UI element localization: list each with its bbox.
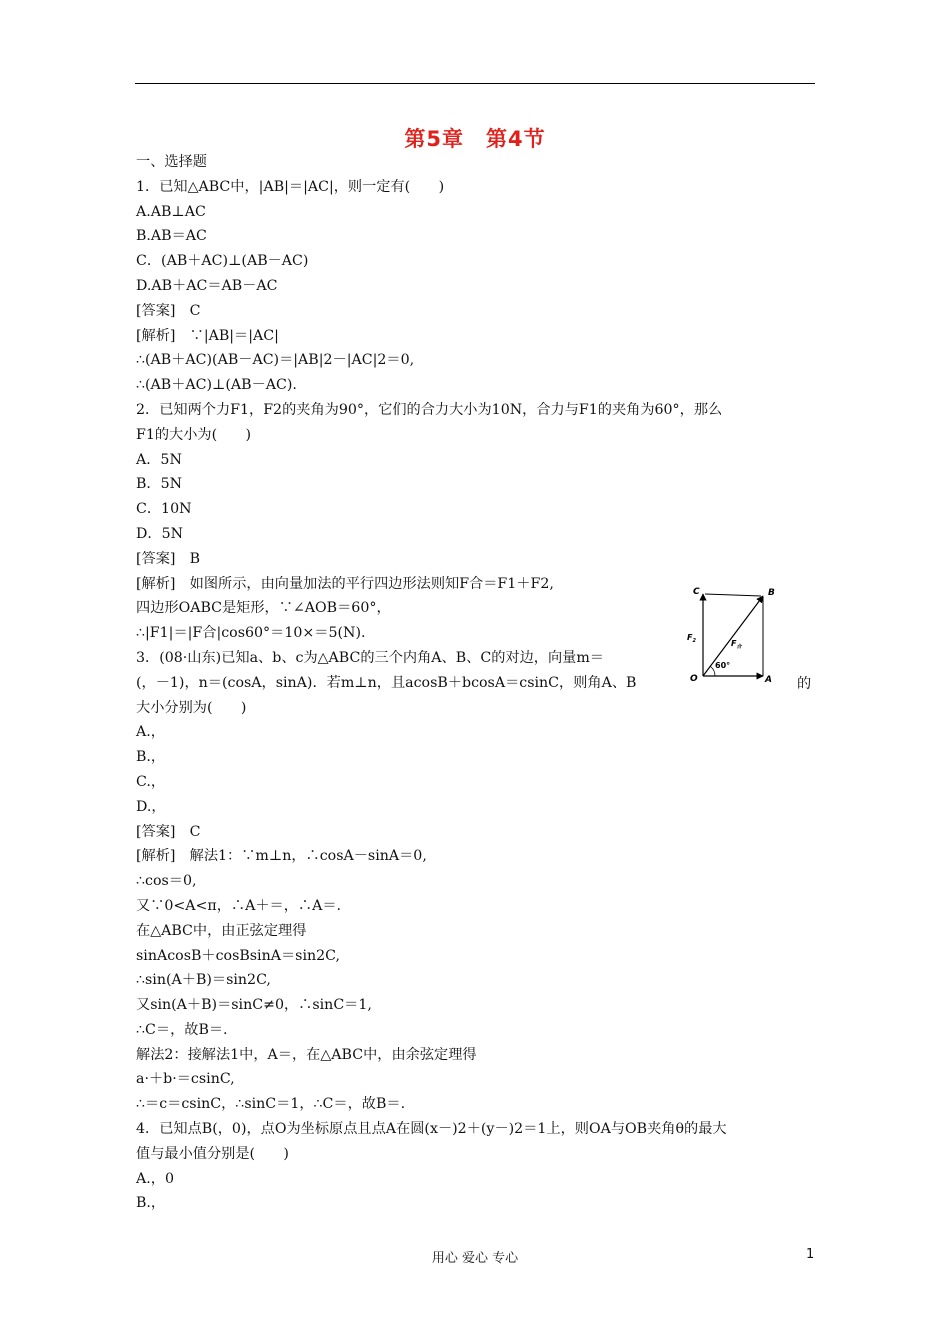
text-line: [解析] 如图所示，由向量加法的平行四边形法则知F合＝F1＋F2, xyxy=(136,575,554,592)
page-number: 1 xyxy=(806,1247,815,1262)
label-f2: $F_2$ xyxy=(687,633,696,644)
label-c: C xyxy=(693,587,700,597)
label-a: A xyxy=(765,675,772,685)
text-line: B．5N xyxy=(136,476,183,493)
text-line: 又sin(A＋B)＝sinC≠0，∴sinC＝1, xyxy=(136,997,372,1014)
text-line: [答案] B xyxy=(136,550,201,567)
text-line: [解析] ∵|AB|＝|AC| xyxy=(136,327,279,344)
text-line: (，－1)，n＝(cosA，sinA)．若m⊥n，且acosB＋bcosA＝csinC，则角A、B xyxy=(136,674,637,691)
text-line: C.， xyxy=(136,773,166,790)
page-title: 第5章 第4节 xyxy=(404,127,546,151)
text-line: ∴C＝，故B＝. xyxy=(136,1021,228,1038)
text-line: ∴sin(A＋B)＝sin2C, xyxy=(136,972,271,989)
force-parallelogram-diagram xyxy=(683,580,783,690)
page-footer: 用心 爱心 专心 xyxy=(431,1251,519,1266)
force-diagram-svg xyxy=(683,580,783,690)
text-line: 又∵0<A<π，∴A＋＝，∴A＝. xyxy=(136,897,342,914)
text-line: C．(AB＋AC)⊥(AB－AC) xyxy=(136,253,309,270)
text-line: B.， xyxy=(136,1195,166,1212)
text-line: 2．已知两个力F1，F2的夹角为90°，它们的合力大小为10N，合力与F1的夹角为60°，那么 xyxy=(136,401,723,418)
text-line: D.AB＋AC＝AB－AC xyxy=(136,277,278,294)
text-line: ∴cos＝0, xyxy=(136,873,197,890)
label-o: O xyxy=(690,674,698,684)
text-line: 值与最小值分别是( ) xyxy=(136,1145,289,1162)
text-line: A.，0 xyxy=(136,1170,174,1187)
text-line: a·＋b·＝csinC, xyxy=(136,1071,235,1088)
header-rule xyxy=(135,83,815,84)
text-line: C．10N xyxy=(136,501,192,518)
text-line: 3．(08·山东)已知a、b、c为△ABC的三个内角A、B、C的对边，向量m＝ xyxy=(136,649,604,666)
text-line: ∴|F1|＝|F合|cos60°＝10×＝5(N). xyxy=(136,625,366,642)
text-line: A.， xyxy=(136,724,165,741)
text-line: A．5N xyxy=(136,451,182,468)
label-angle-60: 60° xyxy=(715,661,731,670)
text-line: 1．已知△ABC中，|AB|＝|AC|，则一定有( ) xyxy=(136,178,445,195)
text-line: A.AB⊥AC xyxy=(136,203,206,220)
text-line: 大小分别为( ) xyxy=(136,699,247,716)
text-line: B.AB＝AC xyxy=(136,228,207,245)
text-line: 4．已知点B(，0)，点O为坐标原点且点A在圆(x－)2＋(y－)2＝1上，则OA与OB夹角θ的最大 xyxy=(136,1121,727,1138)
label-f-he: $F_合$ xyxy=(731,639,742,650)
text-line: 一、选择题 xyxy=(136,154,207,170)
wrapped-trailing-char: 的 xyxy=(797,676,812,692)
text-line: F1的大小为( ) xyxy=(136,426,252,443)
text-line: [答案] C xyxy=(136,302,201,319)
text-line: ∴(AB＋AC)⊥(AB－AC). xyxy=(136,377,297,394)
rect-side-cb xyxy=(705,594,761,596)
vector-ob xyxy=(703,596,763,676)
text-line: B.， xyxy=(136,749,166,766)
text-line: D．5N xyxy=(136,525,184,542)
text-line: 在△ABC中，由正弦定理得 xyxy=(136,922,307,939)
label-b: B xyxy=(768,588,775,598)
text-line: ∴＝c＝csinC，∴sinC＝1，∴C＝，故B＝. xyxy=(136,1096,406,1113)
text-line: D.， xyxy=(136,798,166,815)
text-line: ∴(AB＋AC)(AB－AC)＝|AB|2－|AC|2＝0, xyxy=(136,352,415,369)
text-line: sinAcosB＋cosBsinA＝sin2C, xyxy=(136,947,341,964)
text-line: 四边形OABC是矩形，∵∠AOB＝60°， xyxy=(136,600,391,617)
text-line: [解析] 解法1：∵m⊥n，∴cosA－sinA＝0, xyxy=(136,848,427,865)
text-line: [答案] C xyxy=(136,823,201,840)
text-line: 解法2：接解法1中，A＝，在△ABC中，由余弦定理得 xyxy=(136,1046,477,1063)
